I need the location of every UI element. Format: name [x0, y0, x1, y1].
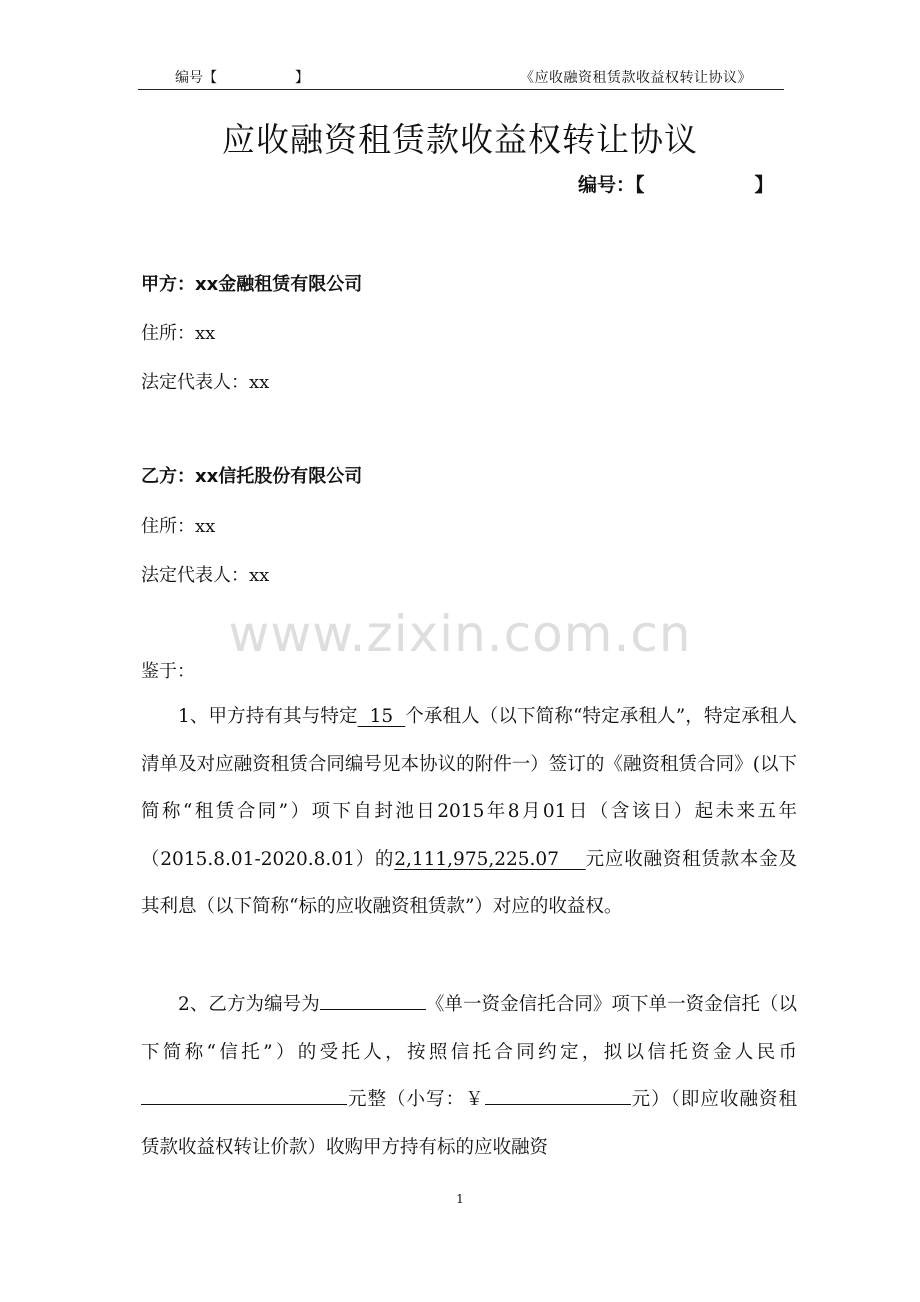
trust-contract-number-blank: [320, 989, 426, 1010]
clause-2: [141, 981, 797, 1171]
whereas-heading: 鉴于：: [141, 661, 195, 682]
header-divider: [138, 89, 784, 90]
amount-in-words-blank: [141, 1084, 347, 1105]
party-a-heading: 甲方：xx金融租赁有限公司: [141, 274, 363, 295]
party-a-representative: 法定代表人：xx: [141, 372, 270, 393]
header-number-label: 编号【: [175, 70, 217, 86]
party-b-address: 住所：xx: [141, 516, 216, 537]
clause-2-text-d: 元）（即应收融资租赁款收益权转让价款）收购甲方持有标的应收融资: [141, 1089, 797, 1158]
party-b-heading: 乙方：xx信托股份有限公司: [141, 466, 363, 487]
document-number-label: 编号：【: [578, 174, 645, 196]
page-number: 1: [456, 1192, 464, 1206]
document-number-close: 】: [754, 174, 774, 196]
clause-2-text-a: 2、乙方为编号为: [178, 994, 320, 1015]
clause-2-text-b: 《单一资金信托合同》项下单一资金信托（以下简称“信托”）的受托人，按照信托合同约定，拟以信托资金人民币: [141, 994, 797, 1063]
lessee-count: 15: [357, 706, 406, 727]
header-doc-title: 《应收融资租赁款收益权转让协议》: [520, 70, 752, 86]
header-number-close: 】: [295, 70, 309, 86]
party-a-address: 住所：xx: [141, 323, 216, 344]
clause-1-text-b: 个承租人（以下简称“特定承租人”，特定承租人清单及对应融资租赁合同编号见本协议的附件一）签订的《融资租赁合同》(以下简称“租赁合同”）项下自封池日2015年8月01日（含该日）起未来五年（2015.8.01-2020.8.01）的: [141, 706, 797, 870]
amount-in-figures-blank: [485, 1084, 631, 1105]
document-title: 应收融资租赁款收益权转让协议: [222, 120, 698, 159]
receivable-amount: 2,111,975,225.07: [394, 848, 586, 870]
clause-1-text-c: 元应收融资租赁款本金及其利息（以下简称“标的应收融资租赁款”）对应的收益权。: [141, 848, 797, 917]
party-b-representative: 法定代表人：xx: [141, 565, 270, 586]
document-number: [578, 170, 774, 197]
clause-1-text-a: 1、甲方持有其与特定: [178, 706, 358, 727]
clause-1: [141, 693, 797, 931]
watermark: www.zixin.com.cn: [228, 605, 692, 663]
header-doc-number: [175, 67, 309, 87]
clause-2-text-c: 元整（小写：￥: [347, 1089, 485, 1110]
